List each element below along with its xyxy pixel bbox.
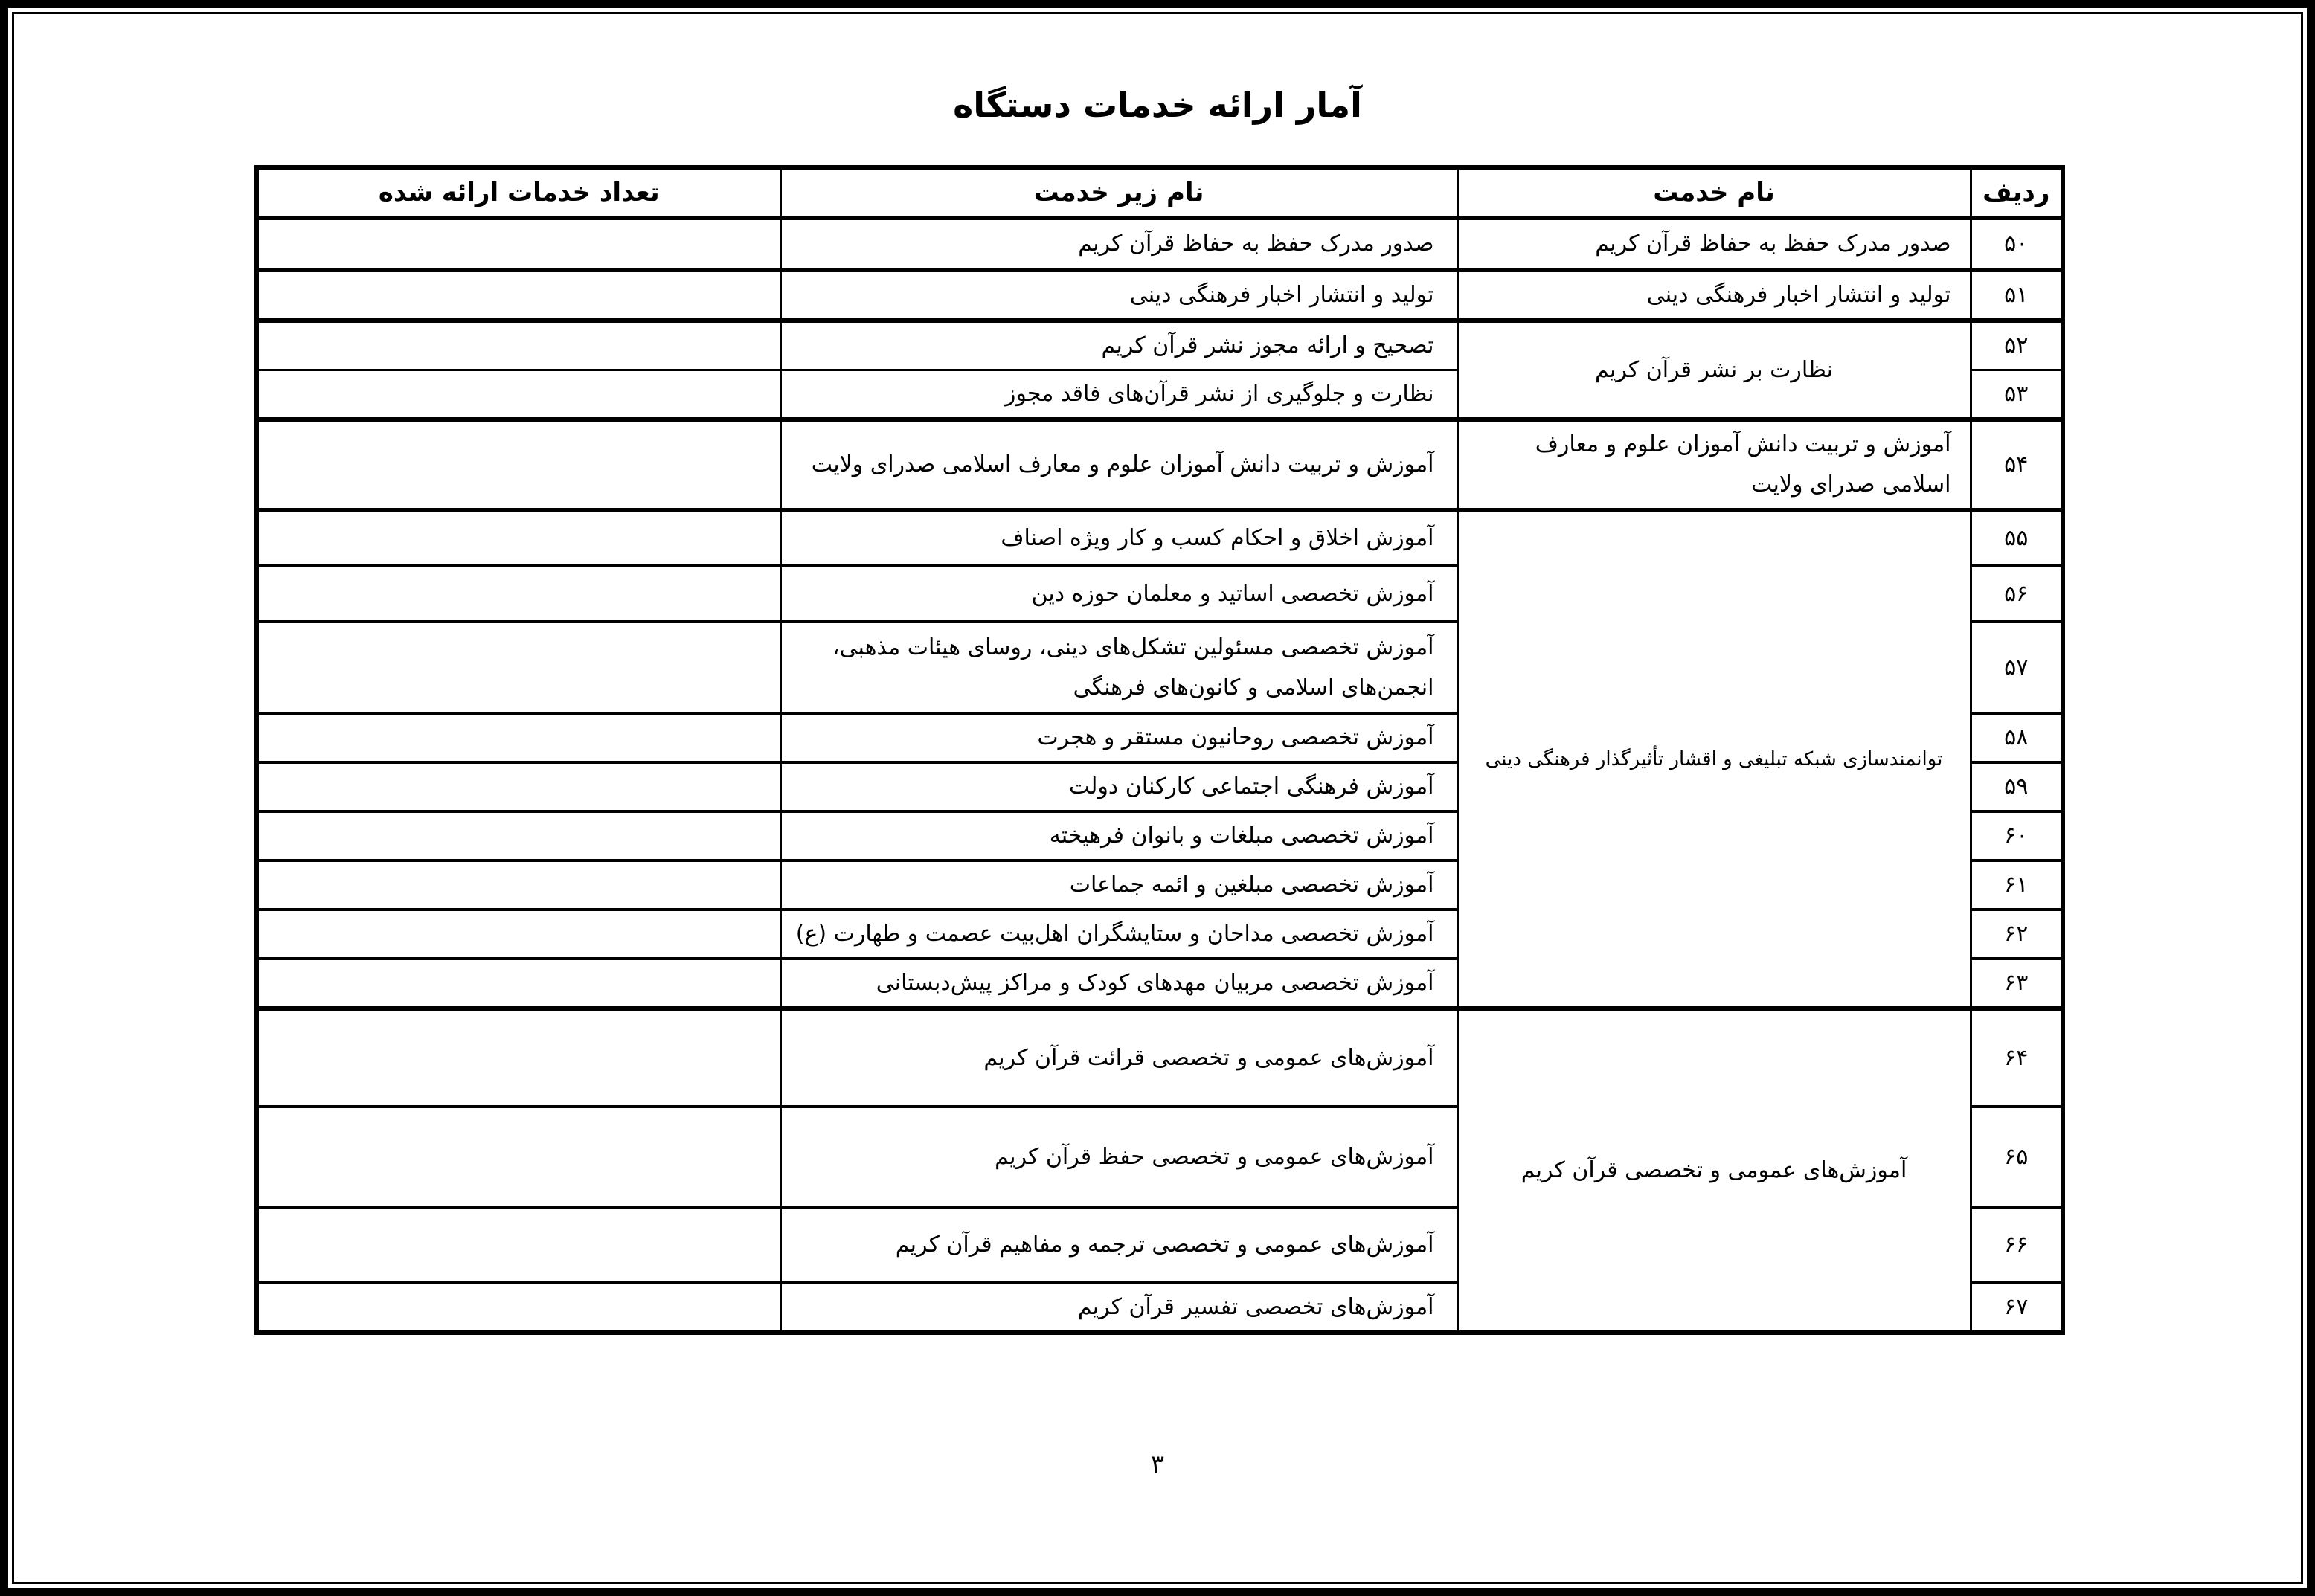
count-cell (257, 321, 780, 370)
col-header-sub-service: نام زیر خدمت (780, 167, 1457, 218)
row-number-cell: ۵۷ (1971, 622, 2063, 713)
sub-service-cell: آموزش تخصصی اساتید و معلمان حوزه دین (780, 566, 1457, 622)
row-number-cell: ۵۳ (1971, 370, 2063, 420)
count-cell (257, 910, 780, 959)
sub-service-cell: آموزش تخصصی مربیان مهدهای کودک و مراکز پیش‌دبستانی (780, 959, 1457, 1008)
sub-service-cell: آموزش‌های عمومی و تخصصی حفظ قرآن کریم (780, 1107, 1457, 1207)
row-number-cell: ۵۸ (1971, 713, 2063, 762)
service-cell: آموزش‌های عمومی و تخصصی قرآن کریم (1457, 1008, 1971, 1333)
count-cell (257, 860, 780, 910)
count-cell (257, 811, 780, 860)
count-cell (257, 1207, 780, 1283)
row-number-cell: ۶۰ (1971, 811, 2063, 860)
row-number-cell: ۶۳ (1971, 959, 2063, 1008)
col-header-service: نام خدمت (1457, 167, 1971, 218)
sub-service-cell: آموزش‌های تخصصی تفسیر قرآن کریم (780, 1283, 1457, 1333)
table-row (257, 321, 2063, 370)
sub-service-cell: آموزش فرهنگی اجتماعی کارکنان دولت (780, 762, 1457, 811)
row-number-cell: ۵۵ (1971, 510, 2063, 566)
row-number-cell: ۵۹ (1971, 762, 2063, 811)
row-number-cell: ۶۴ (1971, 1008, 2063, 1107)
count-cell (257, 1008, 780, 1107)
count-cell (257, 622, 780, 713)
count-cell (257, 510, 780, 566)
sub-service-cell: آموزش تخصصی مسئولین تشکل‌های دینی، روسای هیئات مذهبی، انجمن‌های اسلامی و کانون‌های فرهنگی (780, 622, 1457, 713)
service-cell: تولید و انتشار اخبار فرهنگی دینی (1457, 270, 1971, 321)
table-row (257, 270, 2063, 321)
table-header-row (257, 167, 2063, 218)
col-header-count: تعداد خدمات ارائه شده (257, 167, 780, 218)
page-title: آمار ارائه خدمات دستگاه (953, 85, 1362, 125)
sub-service-cell: آموزش تخصصی روحانیون مستقر و هجرت (780, 713, 1457, 762)
row-number-cell: ۵۰ (1971, 218, 2063, 270)
table-row (257, 218, 2063, 270)
page-frame (12, 12, 2303, 1584)
count-cell (257, 370, 780, 420)
count-cell (257, 218, 780, 270)
row-number-cell: ۶۶ (1971, 1207, 2063, 1283)
page-number: ۳ (1150, 1449, 1165, 1479)
table-row (257, 510, 2063, 566)
service-cell: توانمندسازی شبکه تبلیغی و اقشار تأثیرگذار فرهنگی دینی (1457, 510, 1971, 1008)
row-number-cell: ۵۴ (1971, 419, 2063, 510)
row-number-cell: ۶۷ (1971, 1283, 2063, 1333)
sub-service-cell: آموزش تخصصی مداحان و ستایشگران اهل‌بیت عصمت و طهارت (ع) (780, 910, 1457, 959)
sub-service-cell: صدور مدرک حفظ به حفاظ قرآن کریم (780, 218, 1457, 270)
count-cell (257, 959, 780, 1008)
sub-service-cell: آموزش‌های عمومی و تخصصی قرائت قرآن کریم (780, 1008, 1457, 1107)
count-cell (257, 566, 780, 622)
table-row (257, 419, 2063, 510)
service-cell: صدور مدرک حفظ به حفاظ قرآن کریم (1457, 218, 1971, 270)
sub-service-cell: آموزش‌های عمومی و تخصصی ترجمه و مفاهیم قرآن کریم (780, 1207, 1457, 1283)
services-table (254, 165, 2065, 1335)
row-number-cell: ۵۲ (1971, 321, 2063, 370)
sub-service-cell: آموزش و تربیت دانش آموزان علوم و معارف اسلامی صدرای ولایت (780, 419, 1457, 510)
row-number-cell: ۵۶ (1971, 566, 2063, 622)
count-cell (257, 419, 780, 510)
count-cell (257, 1107, 780, 1207)
table-row (257, 1008, 2063, 1107)
count-cell (257, 713, 780, 762)
service-cell: نظارت بر نشر قرآن کریم (1457, 321, 1971, 419)
sub-service-cell: آموزش اخلاق و احکام کسب و کار ویژه اصناف (780, 510, 1457, 566)
count-cell (257, 270, 780, 321)
sub-service-cell: تصحیح و ارائه مجوز نشر قرآن کریم (780, 321, 1457, 370)
row-number-cell: ۶۱ (1971, 860, 2063, 910)
count-cell (257, 1283, 780, 1333)
count-cell (257, 762, 780, 811)
sub-service-cell: آموزش تخصصی مبلغین و ائمه جماعات (780, 860, 1457, 910)
row-number-cell: ۶۵ (1971, 1107, 2063, 1207)
row-number-cell: ۶۲ (1971, 910, 2063, 959)
sub-service-cell: نظارت و جلوگیری از نشر قرآن‌های فاقد مجوز (780, 370, 1457, 420)
service-cell: آموزش و تربیت دانش آموزان علوم و معارف اسلامی صدرای ولایت (1457, 419, 1971, 510)
sub-service-cell: آموزش تخصصی مبلغات و بانوان فرهیخته (780, 811, 1457, 860)
col-header-row-no: ردیف (1971, 167, 2063, 218)
row-number-cell: ۵۱ (1971, 270, 2063, 321)
sub-service-cell: تولید و انتشار اخبار فرهنگی دینی (780, 270, 1457, 321)
